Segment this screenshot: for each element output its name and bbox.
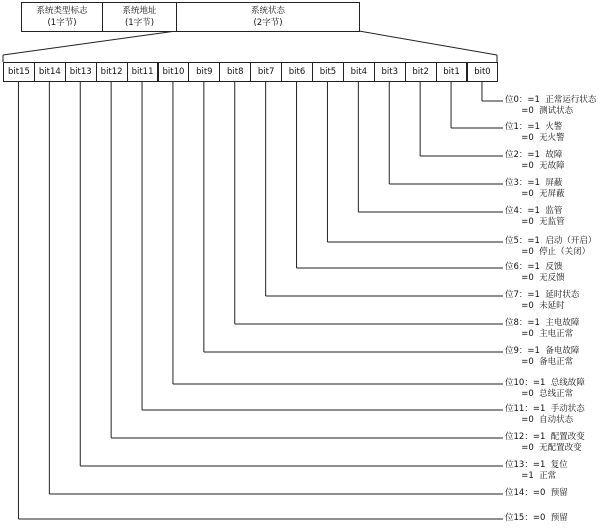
bit-box-bit12: bit12 xyxy=(96,62,128,82)
system-address-title: 系统地址 xyxy=(122,6,157,16)
bit-box-bit1: bit1 xyxy=(436,62,468,82)
bit7-line2: =0 未延时 xyxy=(505,301,565,311)
bit-box-bit15: bit15 xyxy=(3,62,35,82)
bit11-line1: 位11：=1 手动状态 xyxy=(505,404,585,414)
system-status-title: 系统状态 xyxy=(250,6,285,16)
bracket-right-diagonal xyxy=(359,31,497,55)
bit12-line1: 位12：=1 配置改变 xyxy=(505,432,585,442)
bit13-line1: 位13：=1 复位 xyxy=(505,460,568,470)
bit15-description xyxy=(505,513,568,524)
system-type-flag-size: (1字节) xyxy=(47,18,77,28)
system-status-size: (2字节) xyxy=(253,18,283,28)
bit-box-bit6: bit6 xyxy=(281,62,313,82)
bit-box-bit4: bit4 xyxy=(343,62,375,82)
bit4-description xyxy=(505,206,565,228)
bit3-description xyxy=(505,178,565,200)
bit5-line2: =0 停止（关闭） xyxy=(505,247,591,257)
bit9-description xyxy=(505,346,579,368)
system-type-flag-box xyxy=(21,2,103,32)
bit3-line1: 位3：=1 屏蔽 xyxy=(505,178,563,188)
bit15-line1: 位15：=0 预留 xyxy=(505,513,568,523)
bit-box-bit9: bit9 xyxy=(188,62,220,82)
bit1-description xyxy=(505,122,565,144)
bit5-description xyxy=(505,236,596,258)
bit-box-bit2: bit2 xyxy=(405,62,437,82)
bit13-line2: =1 正常 xyxy=(505,471,557,481)
bit-box-bit3: bit3 xyxy=(374,62,406,82)
system-address-size: (1字节) xyxy=(124,18,155,28)
bit12-line2: =0 无配置改变 xyxy=(505,443,582,453)
bit11-description xyxy=(505,404,585,426)
bracket-left-diagonal xyxy=(3,31,176,55)
bit5-line1: 位5：=1 启动（开启） xyxy=(505,236,597,246)
bit12-description xyxy=(505,432,585,454)
bit8-line2: =0 主电正常 xyxy=(505,329,574,339)
system-address-box xyxy=(102,2,177,32)
bit10-line2: =0 总线正常 xyxy=(505,389,574,399)
bit7-line1: 位7：=1 延时状态 xyxy=(505,290,580,300)
bit9-line1: 位9：=1 备电故障 xyxy=(505,346,580,356)
bit10-line1: 位10：=1 总线故障 xyxy=(505,378,585,388)
system-type-flag-title: 系统类型标志 xyxy=(36,6,88,16)
bit4-line1: 位4：=1 监管 xyxy=(505,206,563,216)
bit1-line1: 位1：=1 火警 xyxy=(505,122,563,132)
bit8-description xyxy=(505,318,579,340)
bit-box-bit14: bit14 xyxy=(34,62,66,82)
bit2-line1: 位2：=1 故障 xyxy=(505,150,563,160)
bit7-description xyxy=(505,290,579,312)
bit10-description xyxy=(505,378,585,400)
bit14-description xyxy=(505,488,568,499)
bit9-line2: =0 备电正常 xyxy=(505,357,574,367)
bit1-line2: =0 无火警 xyxy=(505,133,565,143)
bit-box-bit0: bit0 xyxy=(467,62,499,82)
bit2-line2: =0 无故障 xyxy=(505,161,565,171)
bit-box-bit11: bit11 xyxy=(127,62,159,82)
bit-box-bit8: bit8 xyxy=(219,62,251,82)
system-status-box xyxy=(176,2,360,32)
bit14-line1: 位14：=0 预留 xyxy=(505,488,568,498)
bit-box-bit7: bit7 xyxy=(250,62,282,82)
bit13-description xyxy=(505,460,568,482)
bit-box-bit13: bit13 xyxy=(65,62,97,82)
bit11-line2: =0 自动状态 xyxy=(505,415,574,425)
bit6-description xyxy=(505,262,565,284)
bit6-line2: =0 无反馈 xyxy=(505,273,565,283)
bit4-line2: =0 无监管 xyxy=(505,217,565,227)
bit0-line1: 位0：=1 正常运行状态 xyxy=(505,95,597,105)
bit2-description xyxy=(505,150,565,172)
bit-box-bit5: bit5 xyxy=(312,62,344,82)
bit0-line2: =0 测试状态 xyxy=(505,106,574,116)
bit8-line1: 位8：=1 主电故障 xyxy=(505,318,580,328)
bit0-description xyxy=(505,95,596,117)
bit-box-bit10: bit10 xyxy=(158,62,190,82)
bit3-line2: =0 无屏蔽 xyxy=(505,189,565,199)
bit6-line1: 位6：=1 反馈 xyxy=(505,262,563,272)
